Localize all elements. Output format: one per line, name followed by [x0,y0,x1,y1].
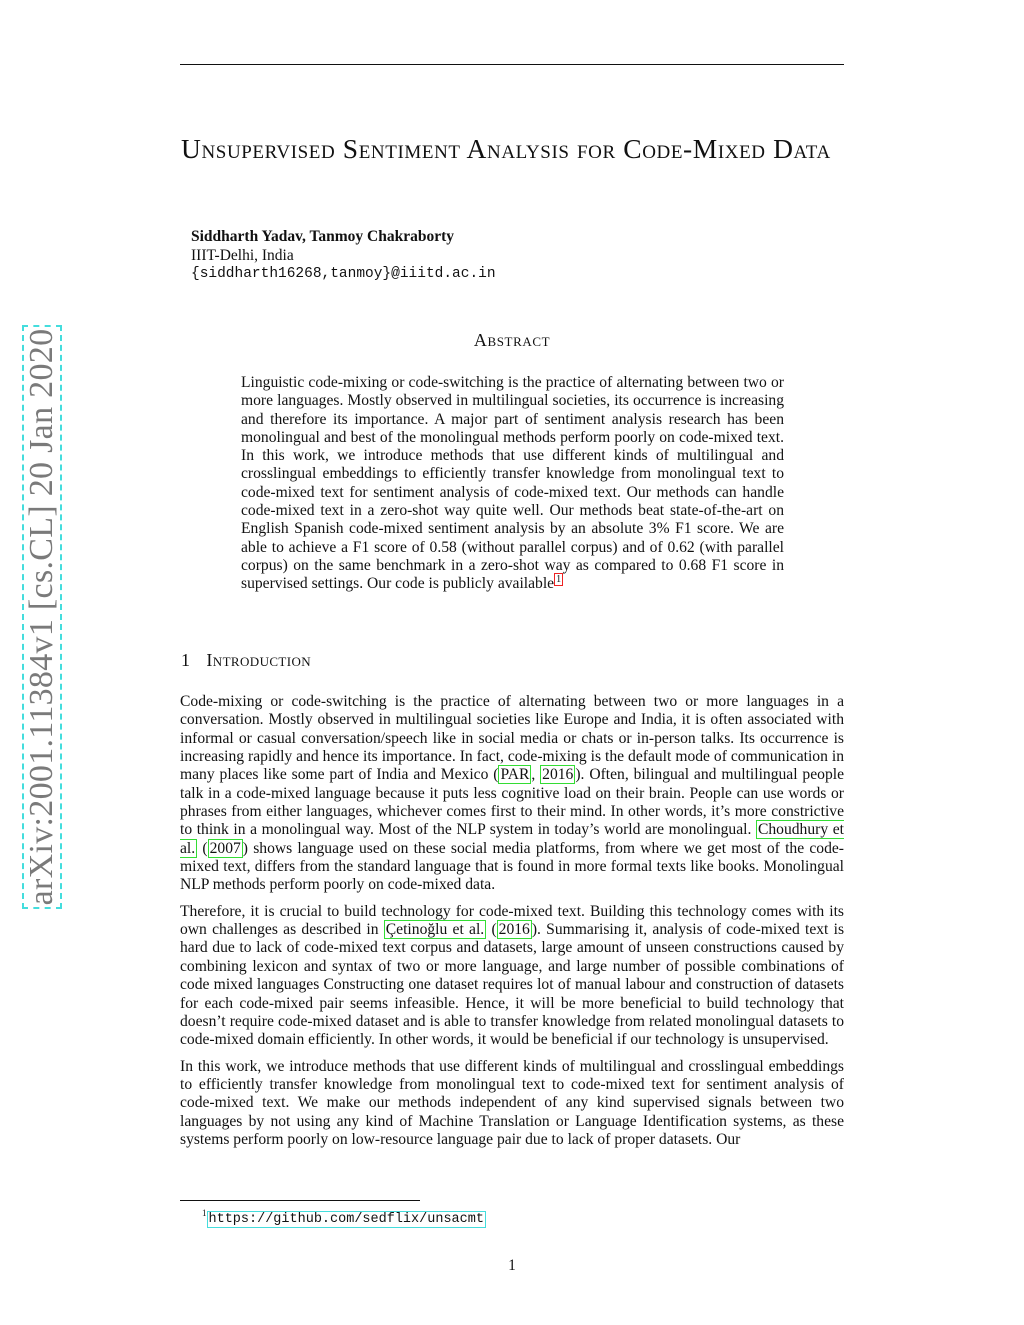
abstract-text [241,374,784,594]
abstract-body: Linguistic code-mixing or code-switching is the practice of alternating between two or more languages. Mostly observed in multilingual societies, its occurrence is increasing and therefore its importance. A major part of sentiment analysis research has been monolingual and best of the monolingual methods perform poorly on code-mixed text. In this work, we introduce methods that use different kinds of multilingual and crosslingual embeddings to efficiently transfer knowledge from monolingual text to code-mixed text for sentiment analysis of code-mixed text. Our methods can handle code-mixed text in a zero-shot way quite well. Our methods beat state-of-the-art on English Spanish code-mixed sentiment analysis by an absolute 3% F1 score. We are able to achieve a F1 score of 0.58 (without parallel corpus) and of 0.62 (with parallel corpus) on the same benchmark in a zero-shot way as compared to 0.68 F1 score in supervised settings. Our code is publicly available [241,374,784,593]
paper-title: Unsupervised Sentiment Analysis for Code-Mixed Data [181,133,831,164]
footnote [202,1208,486,1227]
text-run: Therefore, it is crucial to build technology for code-mixed text. Building this technology comes with its own challenges as described in [180,902,844,939]
page-number: 1 [508,1257,516,1274]
text-run: ( [197,839,208,857]
section-heading [181,650,311,671]
footnote-rule [180,1200,420,1201]
abstract-heading: Abstract [473,330,551,350]
arxiv-stamp [22,325,62,909]
text-run: ). Summarising it, analysis of code-mixed text is hard due to lack of code-mixed text corpus and datasets, large amount of unseen constructions caused by combining lexicon and syntax of two or more language, and large number of possible combinations of code mixed languages Constructing one dataset requires lot of manual labour and construction of datasets for each code-mixed pair seems infeasible. Hence, it will be more beneficial to build technology that doesn’t require code-mixed dataset and is able to transfer knowledge from related monolingual datasets to code-mixed domain efficiently. In other words, it would be beneficial if our technology is unsupervised. [180,921,845,1049]
citation-link[interactable]: 2007 [209,839,241,857]
text-run: , [531,766,541,784]
section-number: 1 [181,650,191,670]
footnote-link[interactable]: 1 [556,574,562,586]
text-run: ( [486,921,497,939]
author-names: Siddharth Yadav, Tanmoy Chakraborty [191,228,455,245]
citation-link[interactable]: Çetinoğlu et al. [385,921,485,939]
paragraph [180,693,844,895]
section-title: Introduction [206,650,312,670]
arxiv-id: arXiv:2001.11384v1 [cs.CL] 20 Jan 2020 [23,328,60,906]
citation-link[interactable]: 2016 [498,921,530,939]
author-email: {siddharth16268,tanmoy}@iiitd.ac.in [191,266,496,282]
paragraph [180,903,844,1050]
affiliation: IIIT-Delhi, India [191,246,294,264]
top-rule [180,64,844,65]
footnote-url-link[interactable]: https://github.com/sedflix/unsacmt [208,1211,484,1227]
citation-link[interactable]: 2016 [542,766,574,784]
introduction-body [180,693,844,1157]
footnote-marker: 1 [202,1208,207,1218]
author-block [191,228,496,284]
text-run: ). Often, bilingual and multilingual people talk in a code-mixed language because it puts less cognitive load on their brain. People can use words or phrases from either languages, whichever comes first to their mind. In other words, it’s more constrictive to think in a monolingual way. Most of the NLP system in today’s world are monolingual. [180,766,844,839]
paragraph: In this work, we introduce methods that use different kinds of multilingual and crosslingual embeddings to efficiently transfer knowledge from monolingual text to code-mixed text for sentiment analysis of code-mixed text. We make our methods independent of any kind supervised signals between two languages by not using any kind of Machine Translation or Language Identification systems, as these systems perform poorly on low-resource language pair due to lack of proper datasets. Our [180,1057,844,1148]
citation-link[interactable]: Choudhury et al. [180,821,844,857]
citation-link[interactable]: PAR [500,766,530,784]
text-run: ) shows language used on these social media platforms, from where we get most of the code-mixed text, differs from the standard language that is found in more formal texts like books. Monolingual NLP methods perform poorly on code-mixed data. [180,839,844,894]
text-run: Code-mixing or code-switching is the practice of alternating between two or more languages in a conversation. Mostly observed in multilingual societies like Europe and India, it is often associated with informal or casual conversation/speech like in social media or chats or in-person talks. Its occurrence is increasing rapidly and hence its importance. In fact, code-mixing is the default mode of communication in many places like some part of India and Mexico ( [180,693,844,784]
